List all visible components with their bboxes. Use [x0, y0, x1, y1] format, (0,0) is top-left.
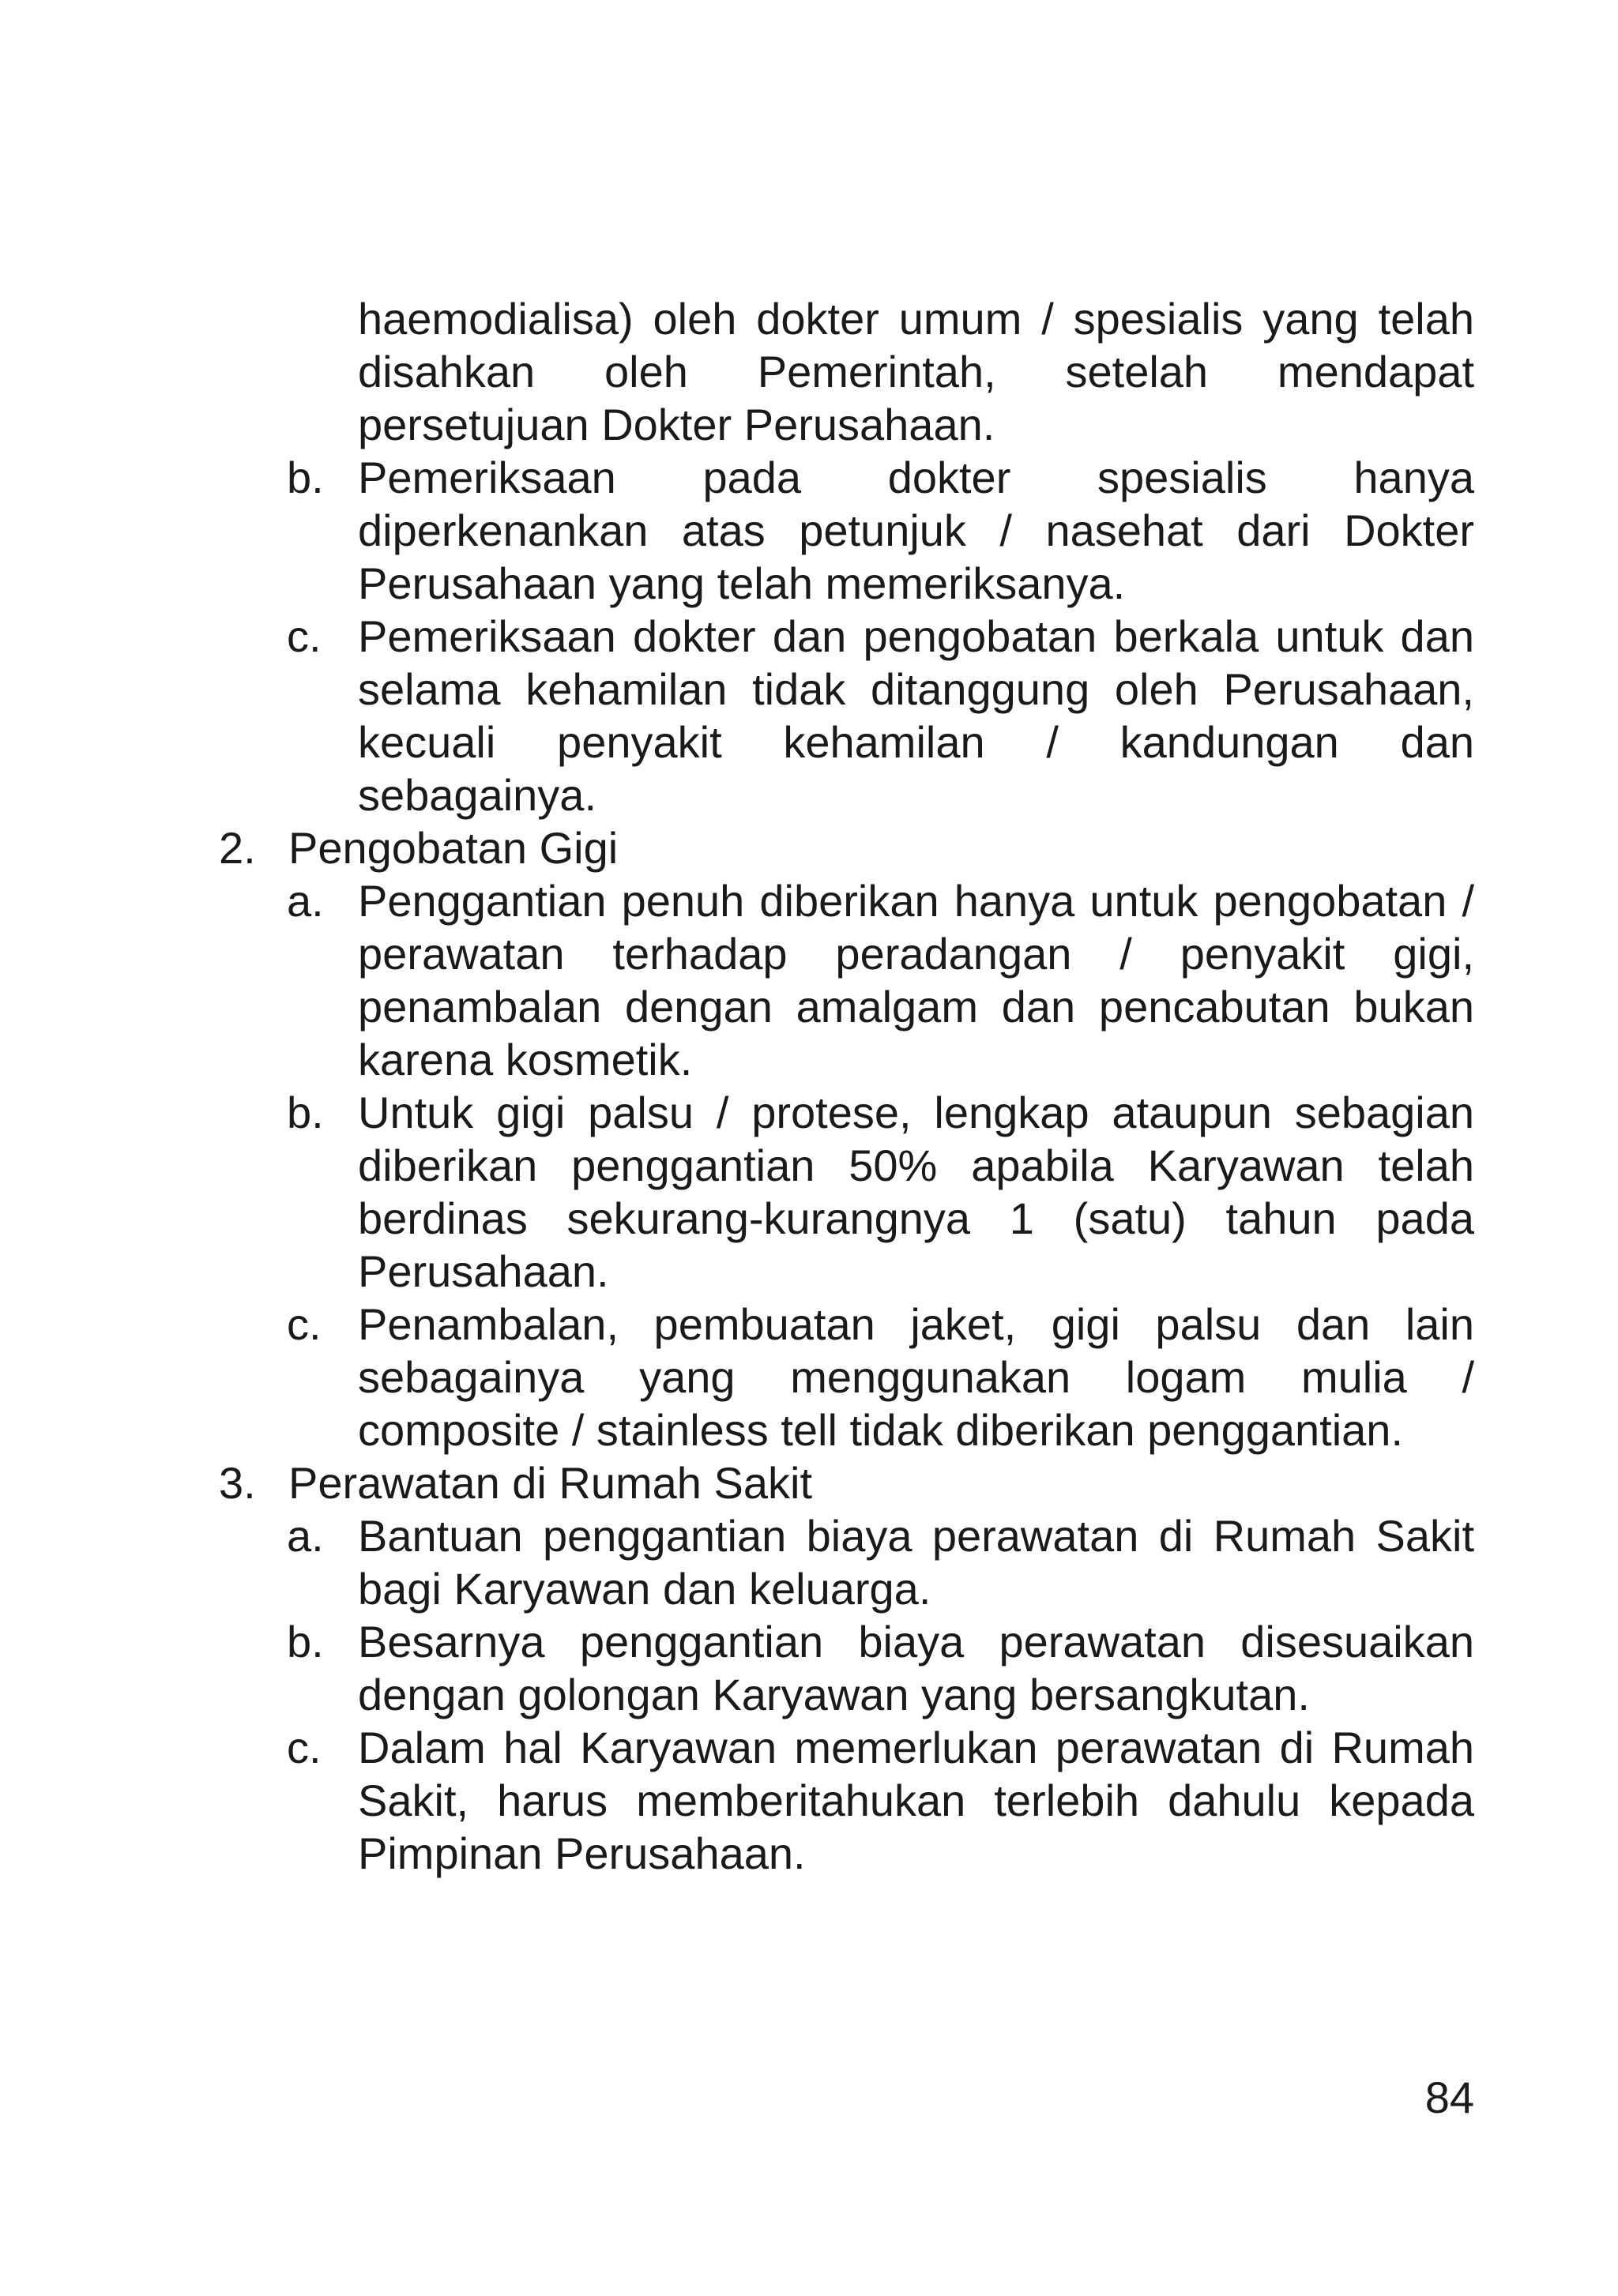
list-item-marker: b.	[287, 1617, 324, 1667]
section-heading-2	[219, 821, 1473, 874]
list-item-text: Dalam hal Karyawan memerlukan perawatan di Rumah Sakit, harus memberitahukan terlebih dahulu kepada Pimpinan Perusahaan.	[358, 1723, 1474, 1878]
section-title: Perawatan di Rumah Sakit	[288, 1458, 813, 1508]
list-item	[287, 874, 1474, 1086]
list-item-marker: c.	[287, 1299, 322, 1349]
list-item	[287, 1509, 1474, 1615]
list-item	[287, 1086, 1474, 1298]
list-item-text: Bantuan penggantian biaya perawatan di Rumah Sakit bagi Karyawan dan keluarga.	[358, 1511, 1474, 1614]
page-number: 84	[1424, 2072, 1474, 2122]
list-item-text: Untuk gigi palsu / protese, lengkap ataupun sebagian diberikan penggantian 50% apabila Karyawan telah berdinas sekurang-kurangnya 1 (satu) tahun pada Perusahaan.	[358, 1088, 1474, 1296]
list-item-text: Penambalan, pembuatan jaket, gigi palsu dan lain sebagainya yang menggunakan logam mulia / composite / stainless tell tidak diberikan penggantian.	[358, 1299, 1474, 1455]
list-item	[287, 451, 1474, 610]
section-number: 3.	[219, 1458, 256, 1508]
list-item	[287, 1298, 1474, 1456]
list-item-marker: b.	[287, 453, 324, 502]
list-item-marker: a.	[287, 876, 324, 926]
page-content	[0, 292, 1618, 1880]
list-item	[287, 610, 1474, 821]
section-title: Pengobatan Gigi	[288, 823, 619, 873]
list-item-text: Penggantian penuh diberikan hanya untuk pengobatan / perawatan terhadap peradangan / penyakit gigi, penambalan dengan amalgam dan pencabutan bukan karena kosmetik.	[358, 876, 1474, 1084]
list-item-text: Pemeriksaan dokter dan pengobatan berkala untuk dan selama kehamilan tidak ditanggung oleh Perusahaan, kecuali penyakit kehamilan / kandungan dan sebagainya.	[358, 611, 1474, 820]
list-item-text: Besarnya penggantian biaya perawatan disesuaikan dengan golongan Karyawan yang bersangkutan.	[358, 1617, 1474, 1719]
list-item	[287, 1721, 1474, 1880]
list-item-marker: b.	[287, 1088, 324, 1137]
list-item-marker: c.	[287, 611, 322, 661]
list-item-text: Pemeriksaan pada dokter spesialis hanya diperkenankan atas petunjuk / nasehat dari Dokter Perusahaan yang telah memeriksanya.	[358, 453, 1474, 608]
section-number: 2.	[219, 823, 256, 873]
list-item-marker: c.	[287, 1723, 322, 1772]
continuation-paragraph: haemodialisa) oleh dokter umum / spesialis yang telah disahkan oleh Pemerintah, setelah mendapat persetujuan Dokter Perusahaan.	[358, 294, 1474, 449]
list-item	[287, 1615, 1474, 1721]
section-heading-3	[219, 1456, 1473, 1509]
list-item-marker: a.	[287, 1511, 324, 1561]
